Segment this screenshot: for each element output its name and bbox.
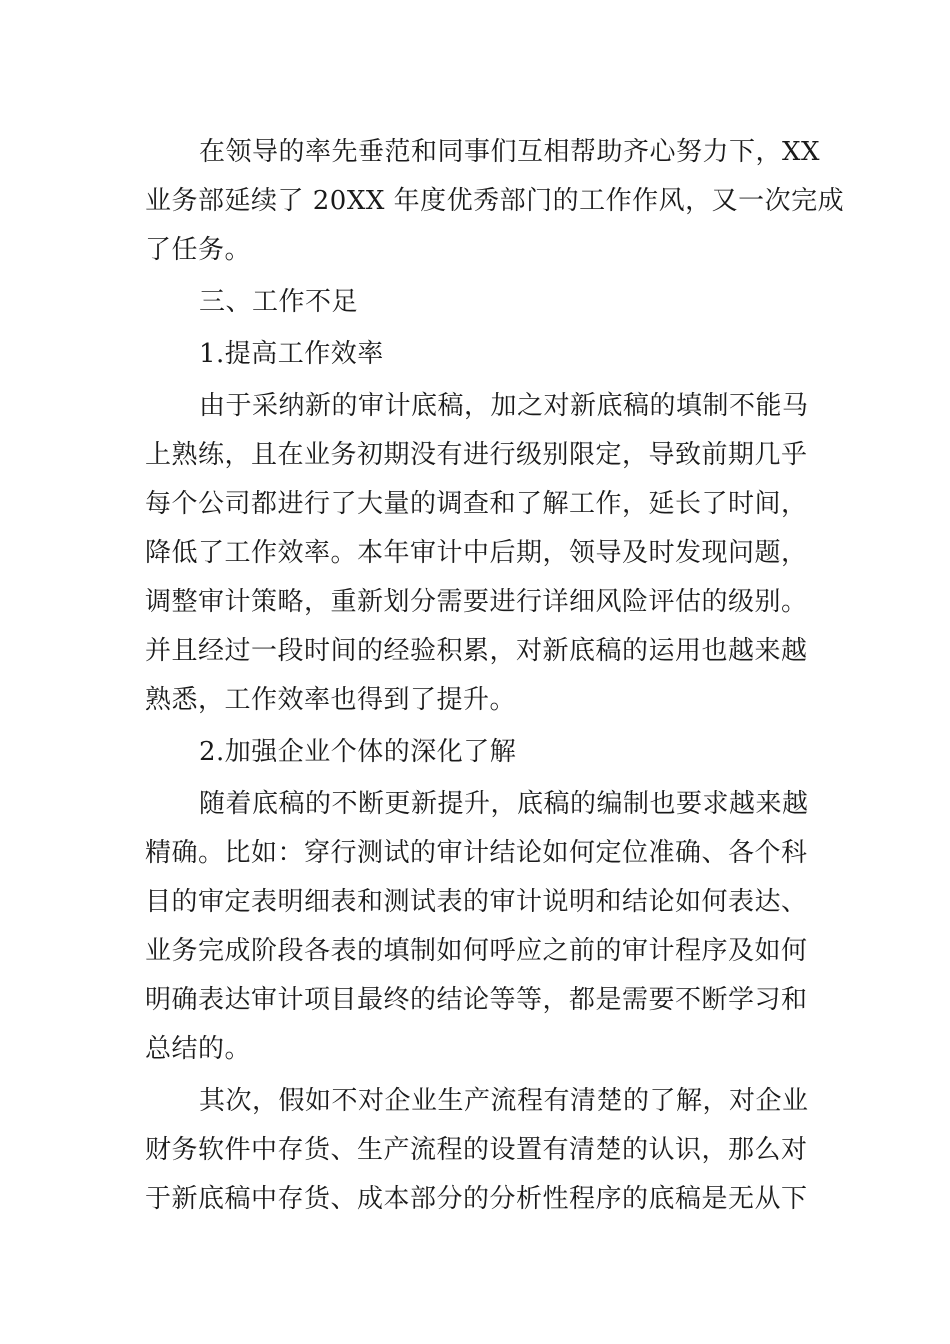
subheading-text: 2.加强企业个体的深化了解: [199, 737, 517, 767]
text-line: 由于采纳新的审计底稿，加之对新底稿的填制不能马: [199, 391, 809, 421]
text-line: 在领导的率先垂范和同事们互相帮助齐心努力下，XX: [199, 137, 821, 167]
text-line: 业务完成阶段各表的填制如何呼应之前的审计程序及如何: [145, 936, 808, 966]
text-line: 降低了工作效率。本年审计中后期，领导及时发现问题，: [145, 538, 808, 568]
text-line: 上熟练，且在业务初期没有进行级别限定，导致前期几乎: [145, 440, 808, 470]
text-line: 熟悉，工作效率也得到了提升。: [145, 685, 517, 715]
text-line: 于新底稿中存货、成本部分的分析性程序的底稿是无从下: [145, 1184, 808, 1214]
paragraph-achievement: [145, 128, 845, 275]
document-body: [145, 128, 845, 1227]
heading-text: 三、工作不足: [199, 287, 359, 317]
paragraph-production-process: [145, 1077, 809, 1224]
text-line: 明确表达审计项目最终的结论等等，都是需要不断学习和: [145, 985, 808, 1015]
text-line: 调整审计策略，重新划分需要进行详细风险评估的级别。: [145, 587, 808, 617]
text-line: 并且经过一段时间的经验积累，对新底稿的运用也越来越: [145, 636, 808, 666]
text-line: 财务软件中存货、生产流程的设置有清楚的认识，那么对: [145, 1135, 808, 1165]
text-line: 其次，假如不对企业生产流程有清楚的了解，对企业: [199, 1086, 809, 1116]
section-heading-shortcomings: [145, 278, 809, 327]
text-line: 业务部延续了 20XX 年度优秀部门的工作作风，又一次完成: [145, 186, 845, 216]
text-line: 目的审定表明细表和测试表的审计说明和结论如何表达、: [145, 887, 808, 917]
text-line: 随着底稿的不断更新提升，底稿的编制也要求越来越: [199, 789, 809, 819]
subheading-understanding: [145, 728, 809, 777]
text-line: 了任务。: [145, 235, 252, 265]
text-line: 精确。比如：穿行测试的审计结论如何定位准确、各个科: [145, 838, 808, 868]
subheading-efficiency: [145, 330, 809, 379]
text-line: 每个公司都进行了大量的调查和了解工作，延长了时间，: [145, 489, 808, 519]
paragraph-workpapers: [145, 780, 809, 1074]
paragraph-efficiency: [145, 382, 809, 725]
text-line: 总结的。: [145, 1034, 252, 1064]
subheading-text: 1.提高工作效率: [199, 339, 384, 369]
